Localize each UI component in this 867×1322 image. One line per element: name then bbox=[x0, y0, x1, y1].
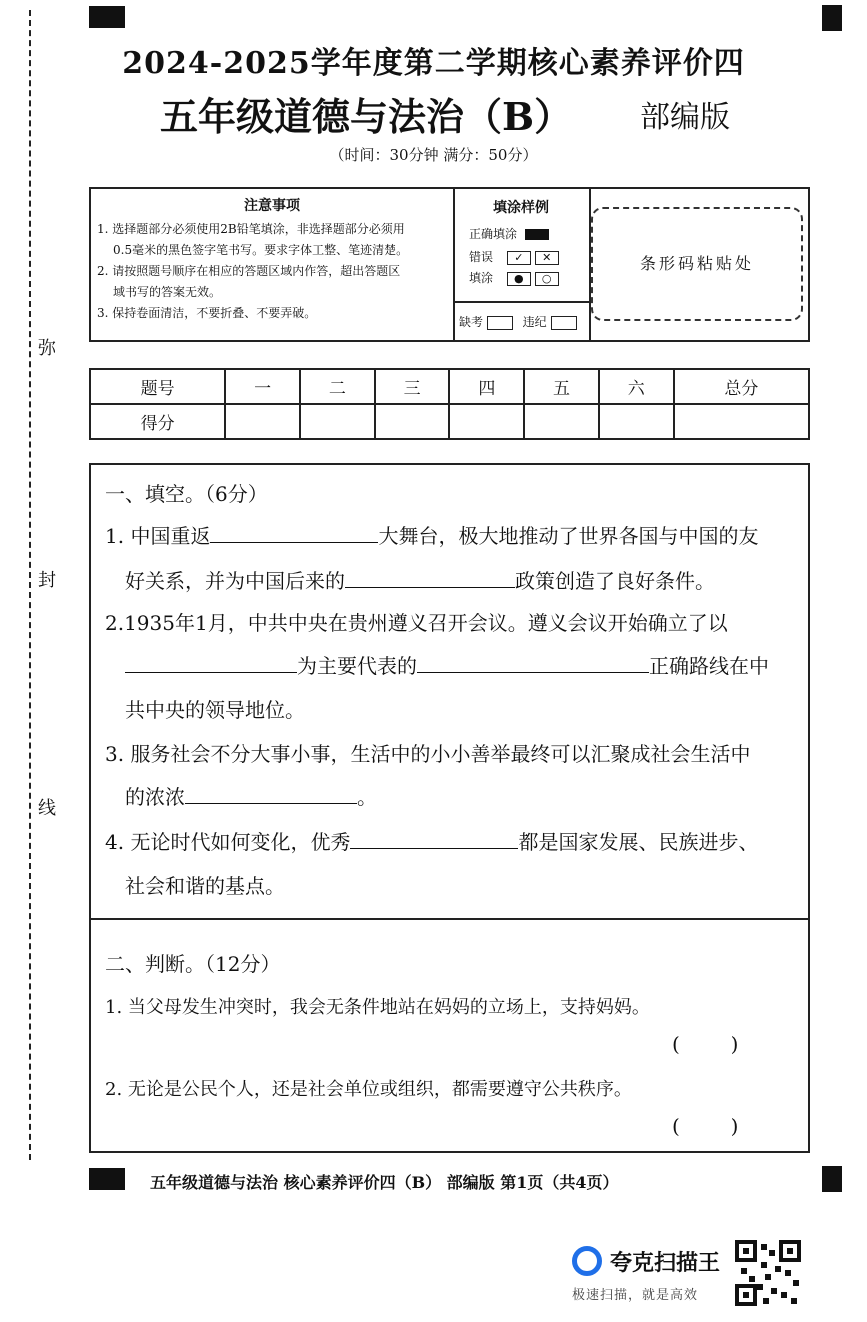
cross-sample-icon: ✕ bbox=[535, 251, 559, 265]
answer-blank[interactable] bbox=[125, 654, 297, 673]
watermark-tagline: 极速扫描，就是高效 bbox=[572, 1288, 699, 1303]
wrong-fill-label-2: 填涂 bbox=[469, 271, 494, 285]
correct-fill-swatch bbox=[525, 229, 549, 240]
answer-blank[interactable] bbox=[210, 524, 378, 543]
absent-checkbox[interactable] bbox=[487, 316, 513, 330]
answer-blank[interactable] bbox=[417, 654, 649, 673]
answer-blank[interactable] bbox=[350, 830, 518, 849]
score-header-cell: 一 bbox=[225, 369, 300, 404]
fill-sample-section bbox=[453, 189, 591, 340]
binding-label-mi: 弥 bbox=[38, 338, 56, 359]
judgement-question-1: 1. 当父母发生冲突时，我会无条件地站在妈妈的立场上，支持妈妈。 bbox=[105, 997, 650, 1018]
page-footer: 五年级道德与法治 核心素养评价四（B） 部编版 第1页（共4页） bbox=[150, 1173, 619, 1192]
score-value-row bbox=[90, 404, 809, 439]
registration-mark-top-right bbox=[822, 5, 842, 31]
question-2-line2: 为主要代表的 正确路线在中 bbox=[125, 650, 769, 679]
notice-item: 1. 选择题部分必须使用2B铅笔填涂，非选择题部分必须用 bbox=[97, 222, 405, 236]
violation-label: 违纪 bbox=[522, 315, 547, 329]
score-header-cell: 五 bbox=[524, 369, 599, 404]
notice-item: 域书写的答案无效。 bbox=[113, 285, 222, 299]
judgement-answer-2[interactable]: ( ) bbox=[672, 1114, 739, 1138]
question-4-line1: 4. 无论时代如何变化，优秀 都是国家发展、民族进步、 bbox=[105, 830, 759, 854]
binding-label-xian: 线 bbox=[38, 798, 56, 819]
score-cell[interactable] bbox=[300, 404, 375, 439]
notice-item: 0.5毫米的黑色签字笔书写。要求字体工整、笔迹清楚。 bbox=[113, 243, 409, 257]
section2-title: 二、判断。（12分） bbox=[105, 952, 281, 976]
score-cell[interactable] bbox=[599, 404, 674, 439]
notice-title: 注意事项 bbox=[244, 198, 300, 214]
registration-mark-bottom-left bbox=[89, 1168, 125, 1190]
dot-sample-icon: ● bbox=[507, 272, 531, 286]
score-header-cell: 总分 bbox=[674, 369, 809, 404]
score-cell[interactable] bbox=[674, 404, 809, 439]
section-divider bbox=[89, 918, 810, 920]
question-2-line1: 2.1935年1月，中共中央在贵州遵义召开会议。遵义会议开始确立了以 bbox=[105, 611, 728, 635]
exam-title-line1: 2024-2025学年度第二学期核心素养评价四 bbox=[122, 46, 745, 81]
quark-logo-icon bbox=[572, 1246, 602, 1276]
question-1-line1: 1. 中国重返 大舞台，极大地推动了世界各国与中国的友 bbox=[105, 524, 759, 548]
registration-mark-bottom-right bbox=[822, 1166, 842, 1192]
absent-label: 缺考 bbox=[459, 315, 484, 329]
correct-fill-label: 正确填涂 bbox=[469, 227, 518, 241]
notice-item: 2. 请按照题号顺序在相应的答题区域内作答，超出答题区 bbox=[97, 264, 401, 278]
score-cell[interactable] bbox=[524, 404, 599, 439]
question-2-line3: 共中央的领导地位。 bbox=[125, 698, 305, 722]
time-info: （时间：30分钟 满分：50分） bbox=[329, 146, 538, 164]
score-cell[interactable] bbox=[375, 404, 450, 439]
circle-sample-icon: ○ bbox=[535, 272, 559, 286]
score-table bbox=[89, 368, 810, 440]
notice-item: 3. 保持卷面清洁，不要折叠、不要弄破。 bbox=[97, 306, 317, 320]
answer-blank[interactable] bbox=[185, 785, 357, 804]
score-cell[interactable] bbox=[449, 404, 524, 439]
score-row-label: 得分 bbox=[90, 404, 225, 439]
score-header-cell: 题号 bbox=[90, 369, 225, 404]
question-3-line1: 3. 服务社会不分大事小事，生活中的小小善举最终可以汇聚成社会生活中 bbox=[105, 742, 751, 766]
section1-title: 一、填空。（6分） bbox=[105, 482, 268, 506]
notice-panel bbox=[89, 187, 810, 342]
score-header-cell: 六 bbox=[599, 369, 674, 404]
question-3-line2: 的浓浓 。 bbox=[125, 785, 377, 809]
check-sample-icon: ✓ bbox=[507, 251, 531, 265]
wrong-fill-label: 错误 bbox=[469, 250, 494, 264]
question-1-line2: 好关系，并为中国后来的 政策创造了良好条件。 bbox=[125, 569, 715, 593]
answer-blank[interactable] bbox=[345, 569, 515, 588]
fill-sample-title: 填涂样例 bbox=[493, 200, 549, 216]
watermark-brand: 夸克扫描王 bbox=[610, 1251, 721, 1276]
absent-row bbox=[453, 301, 589, 330]
barcode-area bbox=[591, 207, 803, 321]
notice-section bbox=[91, 189, 455, 340]
judgement-answer-1[interactable]: ( ) bbox=[672, 1032, 739, 1056]
score-cell[interactable] bbox=[225, 404, 300, 439]
binding-label-feng: 封 bbox=[38, 570, 56, 591]
score-header-cell: 三 bbox=[375, 369, 450, 404]
edition-label: 部编版 bbox=[640, 100, 730, 135]
barcode-label: 条形码粘贴处 bbox=[639, 254, 754, 273]
binding-dashed-line bbox=[29, 10, 31, 1160]
qr-code-icon bbox=[735, 1240, 801, 1306]
registration-mark-top-left bbox=[89, 6, 125, 28]
exam-title-line2: 五年级道德与法治（B） bbox=[160, 94, 573, 139]
scanner-watermark bbox=[568, 1244, 738, 1304]
violation-checkbox[interactable] bbox=[551, 316, 577, 330]
question-4-line2: 社会和谐的基点。 bbox=[125, 874, 285, 898]
judgement-question-2: 2. 无论是公民个人，还是社会单位或组织，都需要遵守公共秩序。 bbox=[105, 1079, 632, 1100]
score-header-cell: 四 bbox=[449, 369, 524, 404]
score-header-row bbox=[90, 369, 809, 404]
score-header-cell: 二 bbox=[300, 369, 375, 404]
